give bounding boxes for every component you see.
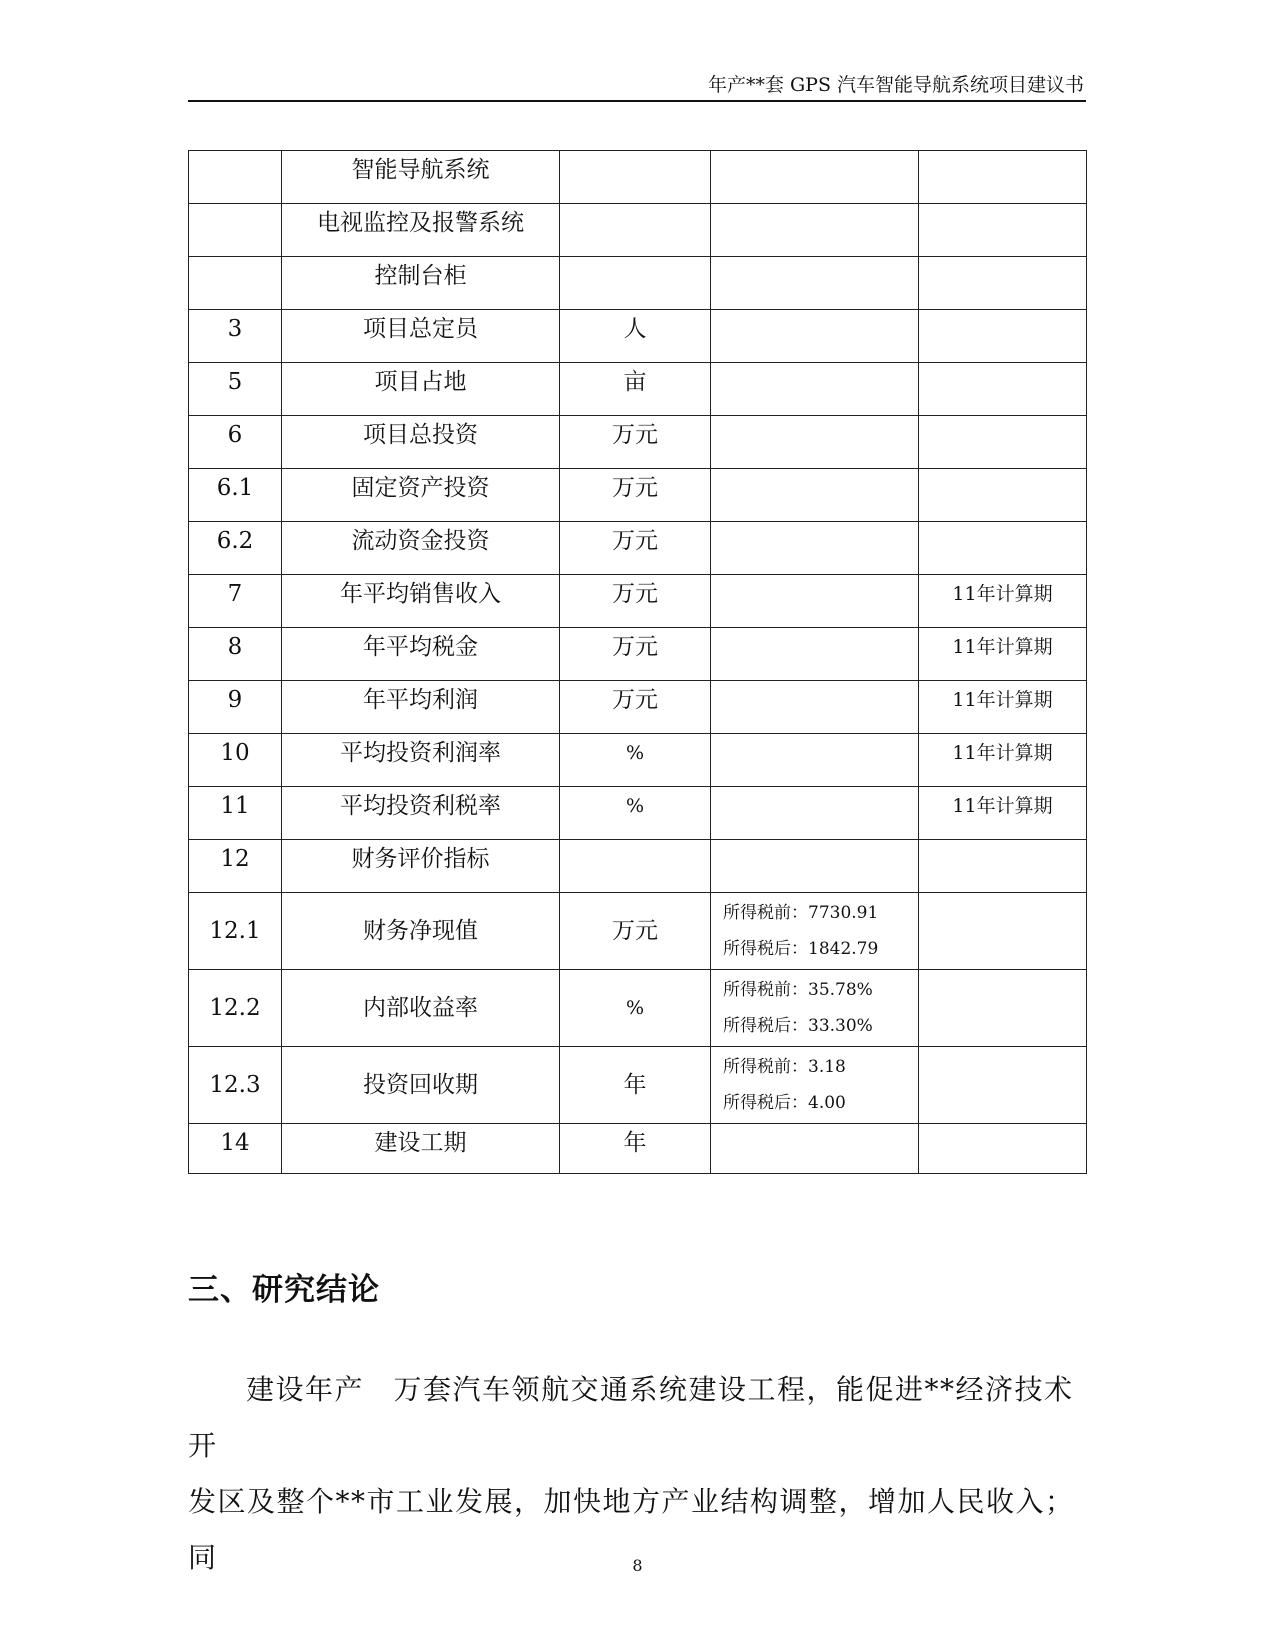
cell-value [711,257,919,310]
cell-note [919,1124,1087,1174]
cell-item: 项目总投资 [282,416,560,469]
cell-item: 年平均税金 [282,628,560,681]
cell-number: 6.2 [189,522,282,575]
cell-unit: % [560,970,711,1047]
cell-unit: 万元 [560,469,711,522]
cell-value [711,363,919,416]
cell-note: 11年计算期 [919,681,1087,734]
cell-unit: 万元 [560,575,711,628]
cell-note [919,257,1087,310]
cell-value [711,681,919,734]
cell-item: 年平均销售收入 [282,575,560,628]
cell-unit: 万元 [560,681,711,734]
cell-item: 平均投资利税率 [282,787,560,840]
cell-number: 5 [189,363,282,416]
cell-number: 12.3 [189,1047,282,1124]
cell-note [919,310,1087,363]
cell-item: 建设工期 [282,1124,560,1174]
cell-value [711,787,919,840]
cell-value [711,310,919,363]
cell-value [711,522,919,575]
cell-value [711,970,919,1047]
value-line: 所得税后：4.00 [723,1093,846,1113]
cell-unit [560,257,711,310]
cell-value [711,893,919,970]
cell-value [711,734,919,787]
cell-unit: 亩 [560,363,711,416]
table-row [189,151,1087,204]
cell-value [711,575,919,628]
conclusion-paragraph [188,1362,1088,1586]
cell-number: 9 [189,681,282,734]
cell-value [711,151,919,204]
cell-unit [560,204,711,257]
cell-unit: 人 [560,310,711,363]
cell-number: 7 [189,575,282,628]
table-row [189,310,1087,363]
table-row [189,416,1087,469]
cell-number: 6 [189,416,282,469]
cell-number [189,151,282,204]
value-line: 所得税前：3.18 [723,1057,846,1077]
cell-item: 固定资产投资 [282,469,560,522]
cell-note [919,363,1087,416]
cell-note: 11年计算期 [919,575,1087,628]
table-row [189,575,1087,628]
cell-item: 内部收益率 [282,970,560,1047]
cell-note: 11年计算期 [919,628,1087,681]
cell-number: 12 [189,840,282,893]
cell-unit: 万元 [560,893,711,970]
header-title: 年产**套 GPS 汽车智能导航系统项目建议书 [707,74,1084,96]
cell-item: 平均投资利润率 [282,734,560,787]
cell-unit: % [560,787,711,840]
cell-value [711,628,919,681]
cell-item: 项目总定员 [282,310,560,363]
table-row [189,893,1087,970]
cell-unit [560,840,711,893]
page-number: 8 [632,1556,643,1575]
cell-note [919,1047,1087,1124]
cell-item: 项目占地 [282,363,560,416]
cell-value [711,204,919,257]
cell-unit: 年 [560,1047,711,1124]
cell-note [919,416,1087,469]
cell-item: 控制台柜 [282,257,560,310]
cell-value [711,840,919,893]
value-line: 所得税前：7730.91 [723,903,879,923]
table-row [189,1047,1087,1124]
cell-number [189,257,282,310]
table-row [189,787,1087,840]
cell-note [919,522,1087,575]
cell-note: 11年计算期 [919,734,1087,787]
table-row [189,628,1087,681]
table-row [189,257,1087,310]
value-line: 所得税前：35.78% [723,980,873,1000]
table-row [189,469,1087,522]
cell-note [919,893,1087,970]
table-row [189,681,1087,734]
cell-item: 财务净现值 [282,893,560,970]
cell-number: 11 [189,787,282,840]
cell-note [919,151,1087,204]
cell-number: 10 [189,734,282,787]
table-row [189,204,1087,257]
cell-item: 财务评价指标 [282,840,560,893]
cell-unit: 万元 [560,416,711,469]
cell-unit [560,151,711,204]
cell-note [919,469,1087,522]
paragraph-line-1: 建设年产 万套汽车领航交通系统建设工程，能促进**经济技术开 [188,1373,1074,1462]
cell-value [711,416,919,469]
cell-note [919,840,1087,893]
table-row [189,363,1087,416]
cell-item: 投资回收期 [282,1047,560,1124]
section-title: 三、研究结论 [188,1272,380,1308]
cell-number: 6.1 [189,469,282,522]
cell-item: 流动资金投资 [282,522,560,575]
project-indicator-table [188,150,1087,1174]
value-line: 所得税后：33.30% [723,1016,873,1036]
cell-note [919,204,1087,257]
cell-note: 11年计算期 [919,787,1087,840]
cell-number: 8 [189,628,282,681]
table-row [189,522,1087,575]
cell-number: 3 [189,310,282,363]
table-row [189,840,1087,893]
cell-unit: 年 [560,1124,711,1174]
table-row [189,734,1087,787]
cell-value [711,1047,919,1124]
table-row [189,1124,1087,1174]
cell-item: 电视监控及报警系统 [282,204,560,257]
table-row [189,970,1087,1047]
cell-value [711,1124,919,1174]
cell-number: 14 [189,1124,282,1174]
cell-unit: % [560,734,711,787]
cell-number: 12.1 [189,893,282,970]
cell-unit: 万元 [560,522,711,575]
cell-note [919,970,1087,1047]
value-line: 所得税后：1842.79 [723,939,879,959]
paragraph-line-2: 发区及整个**市工业发展，加快地方产业结构调整，增加人民收入；同 [188,1485,1075,1574]
cell-number: 12.2 [189,970,282,1047]
cell-value [711,469,919,522]
cell-unit: 万元 [560,628,711,681]
page-header [188,74,1086,102]
cell-item: 智能导航系统 [282,151,560,204]
cell-item: 年平均利润 [282,681,560,734]
cell-number [189,204,282,257]
